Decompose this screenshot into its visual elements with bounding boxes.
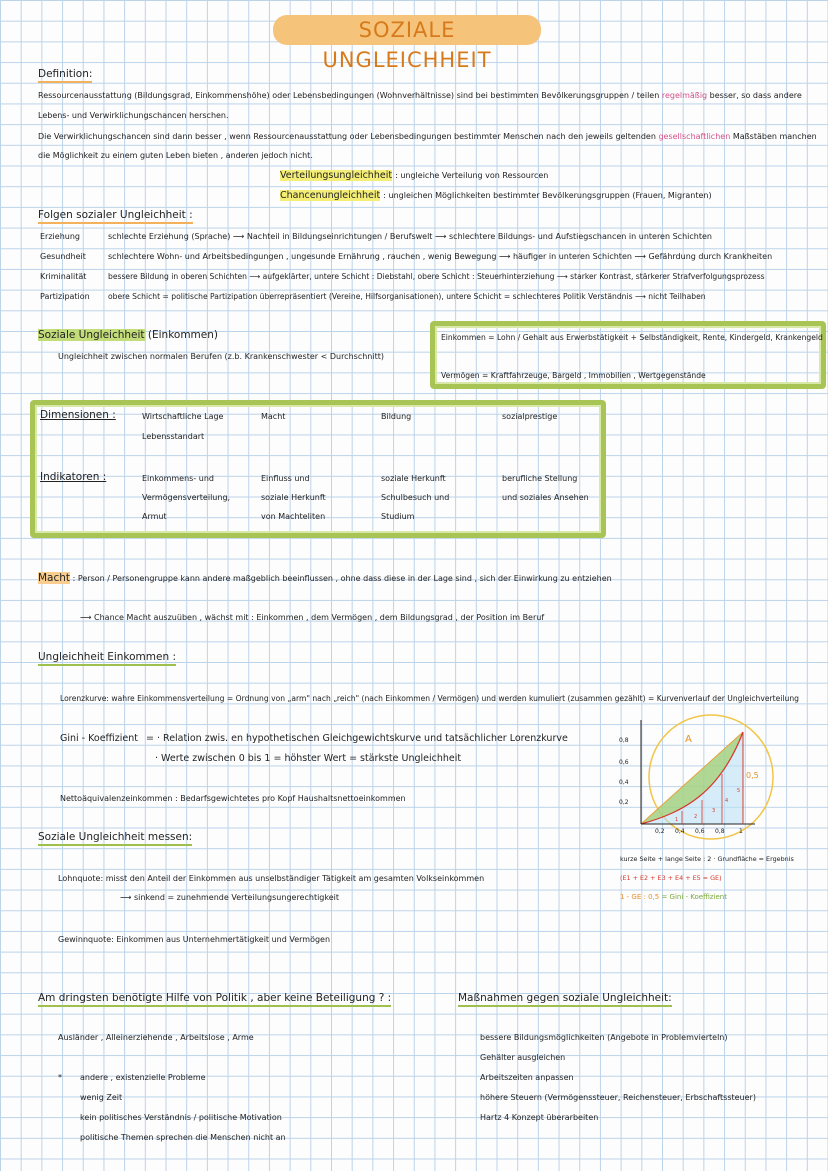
netto-line: Nettoäquivalenzeinkommen : Bedarfsgewichtetes pro Kopf Haushaltsnettoeinkommen bbox=[60, 794, 406, 803]
term-verteilung: Verteilungsungleichheit : ungleiche Verteilung von Ressourcen bbox=[280, 170, 549, 181]
y-tick-2: 0,4 bbox=[619, 779, 629, 786]
x-tick-0: 0,2 bbox=[655, 828, 665, 835]
massnahmen-item-0: bessere Bildungsmöglichkeiten (Angebote in Problemvierteln) bbox=[480, 1033, 728, 1042]
einkommen-box-line2: Vermögen = Kraftfahrzeuge, Bargeld , Immobilien , Wertgegenstände bbox=[441, 371, 706, 380]
folgen-label-0: Erziehung bbox=[40, 232, 80, 241]
folgen-text-1: schlechtere Wohn- und Arbeitsbedingungen , ungesunde Ernährung , rauchen , wenig Bewegung ⟶ häufiger in unteren Schichten ⟶ Gefährdung durch Krankheiten bbox=[108, 252, 773, 261]
ind-col0-1: Vermögensverteilung, bbox=[142, 493, 231, 502]
dim-col0-1: Lebensstandart bbox=[142, 432, 205, 441]
y-tick-1: 0,6 bbox=[619, 759, 629, 766]
ind-col0-0: Einkommens- und bbox=[142, 474, 214, 483]
page-title: SOZIALE UNGLEICHHEIT bbox=[273, 15, 541, 45]
hilfe-heading: Am dringsten benötigte Hilfe von Politik , aber keine Beteiligung ? : bbox=[38, 992, 391, 1007]
lorenz-line: Lorenzkurve: wahre Einkommensverteilung = Ordnung von „arm" nach „reich" (nach Einkommen / Vermögen) und werden kumuliert (zusammen gezählt) = Kurvenverlauf der Ungleichverteilung bbox=[60, 694, 799, 703]
massnahmen-item-3: höhere Steuern (Vermögenssteuer, Reichensteuer, Erbschaftssteuer) bbox=[480, 1093, 756, 1102]
folgen-label-3: Partizipation bbox=[40, 292, 90, 301]
ind-col1-2: von Machteliten bbox=[261, 512, 326, 521]
formula-2: (E1 + E2 + E3 + E4 + E5 = GE) bbox=[620, 874, 722, 882]
x-tick-4: 1 bbox=[739, 828, 743, 835]
ind-col3-1: und soziales Ansehen bbox=[502, 493, 589, 502]
massnahmen-item-2: Arbeitszeiten anpassen bbox=[480, 1073, 574, 1082]
dim-col2-0: Bildung bbox=[381, 412, 412, 421]
gini-line1: = · Relation zwis. en hypothetischen Gleichgewichtskurve und tatsächlicher Lorenzkurve bbox=[146, 733, 568, 744]
einkommen-box-line1: Einkommen = Lohn / Gehalt aus Erwerbstätigkeit + Selbständigkeit, Rente, Kindergeld, Krankengeld bbox=[441, 333, 823, 342]
x-tick-1: 0,4 bbox=[675, 828, 685, 835]
folgen-text-3: obere Schicht = politische Partizipation überrepräsentiert (Vereine, Hilfsorganisationen), untere Schicht = schlechteres Politik Verständnis ⟶ nicht Teilhaben bbox=[108, 292, 706, 301]
seg-label-3: 3 bbox=[712, 808, 716, 814]
lorenz-chart bbox=[615, 712, 775, 842]
massnahmen-heading: Maßnahmen gegen soziale Ungleichheit: bbox=[458, 992, 672, 1007]
ind-col2-1: Schulbesuch und bbox=[381, 493, 450, 502]
formula-3: 1 - GE : 0,5 = Gini - Koeffizient bbox=[620, 893, 727, 901]
lohnquote-line: Lohnquote: misst den Anteil der Einkommen aus unselbständiger Tätigkeit am gesamten Volkseinkommen bbox=[58, 874, 485, 883]
gewinnquote-line: Gewinnquote: Einkommen aus Unternehmertätigkeit und Vermögen bbox=[58, 935, 331, 944]
folgen-label-2: Kriminalität bbox=[40, 272, 87, 281]
folgen-label-1: Gesundheit bbox=[40, 252, 86, 261]
seg-label-5: 5 bbox=[737, 788, 741, 794]
gini-line2: · Werte zwischen 0 bis 1 = höhster Wert = stärkste Ungleichheit bbox=[155, 753, 462, 764]
indikatoren-label: Indikatoren : bbox=[40, 471, 107, 483]
ind-col0-2: Armut bbox=[142, 512, 167, 521]
ungleichheit-einkommen-heading: Ungleichheit Einkommen : bbox=[38, 651, 176, 666]
folgen-text-0: schlechte Erziehung (Sprache) ⟶ Nachteil in Bildungseinrichtungen / Berufswelt ⟶ schlechtere Bildungs- und Aufstiegschancen in unteren Schichten bbox=[108, 232, 712, 241]
definition-line4: die Möglichkeit zu einem guten Leben bieten , anderen jedoch nicht. bbox=[38, 151, 313, 160]
seg-label-4: 4 bbox=[725, 798, 729, 804]
einkommen-heading: Soziale Ungleichheit (Einkommen) bbox=[38, 329, 218, 341]
ind-col2-0: soziale Herkunft bbox=[381, 474, 446, 483]
y-tick-0: 0,8 bbox=[619, 737, 629, 744]
hilfe-star: * bbox=[58, 1073, 62, 1082]
lohnquote-line2: ⟶ sinkend = zunehmende Verteilungsungerechtigkeit bbox=[120, 893, 340, 902]
definition-line1: Ressourcenausstattung (Bildungsgrad, Einkommenshöhe) oder Lebensbedingungen (Wohnverhältnisse) sind bei bestimmten Bevölkerungsgruppen / teilen regelmäßig besser, so dass andere bbox=[38, 91, 802, 100]
dim-col0-0: Wirtschaftliche Lage bbox=[142, 412, 224, 421]
hilfe-item-0: Ausländer , Alleinerziehende , Arbeitslose , Arme bbox=[58, 1033, 254, 1042]
massnahmen-item-4: Hartz 4 Konzept überarbeiten bbox=[480, 1113, 599, 1122]
macht-line2: ⟶ Chance Macht auszuüben , wächst mit : Einkommen , dem Vermögen , dem Bildungsgrad , der Position im Beruf bbox=[80, 613, 545, 622]
definition-line2: Lebens- und Verwirklichungschancen herschen. bbox=[38, 111, 229, 120]
definition-heading: Definition: bbox=[38, 68, 92, 83]
formula-1: kurze Seite + lange Seite : 2 · Grundfläche = Ergebnis bbox=[620, 855, 794, 863]
seg-label-1: 1 bbox=[675, 817, 679, 823]
hilfe-sub-2: kein politisches Verständnis / politische Motivation bbox=[80, 1113, 282, 1122]
dimensionen-label: Dimensionen : bbox=[40, 409, 116, 421]
dim-col1-0: Macht bbox=[261, 412, 286, 421]
highlight-gesellschaftlichen: gesellschaftlichen bbox=[658, 132, 731, 141]
term-chancen: Chancenungleichheit : ungleichen Möglichkeiten bestimmter Bevölkerungsgruppen (Frauen, Migranten) bbox=[280, 190, 712, 201]
folgen-heading: Folgen sozialer Ungleichheit : bbox=[38, 209, 193, 224]
y-tick-3: 0,2 bbox=[619, 799, 629, 806]
label-a: A bbox=[685, 734, 692, 745]
folgen-text-2: bessere Bildung in oberen Schichten ⟶ aufgeklärter, untere Schicht : Diebstahl, obere Schicht : Steuerhinterziehung ⟶ starker Kontrast, stärkerer Strafverfolgungsprozess bbox=[108, 272, 765, 281]
ind-col2-2: Studium bbox=[381, 512, 415, 521]
dim-col3-0: sozialprestige bbox=[502, 412, 558, 421]
highlight-regelmaessig: regelmäßig bbox=[661, 91, 708, 100]
massnahmen-item-1: Gehälter ausgleichen bbox=[480, 1053, 566, 1062]
x-tick-2: 0,6 bbox=[695, 828, 705, 835]
gini-label: Gini - Koeffizient bbox=[60, 733, 138, 744]
messen-heading: Soziale Ungleichheit messen: bbox=[38, 831, 192, 846]
seg-label-2: 2 bbox=[694, 814, 698, 820]
ind-col1-1: soziale Herkunft bbox=[261, 493, 326, 502]
hilfe-sub-1: wenig Zeit bbox=[80, 1093, 123, 1102]
ind-col3-0: berufliche Stellung bbox=[502, 474, 578, 483]
hilfe-sub-0: andere , existenzielle Probleme bbox=[80, 1073, 206, 1082]
definition-line3: Die Verwirklichungschancen sind dann besser , wenn Ressourcenausstattung oder Lebensbedingungen bestimmter Menschen nach den jeweils geltenden gesellschaftlichen Maßstäben manchen bbox=[38, 132, 817, 141]
macht-line: Macht : Person / Personengruppe kann andere maßgeblich beeinflussen , ohne dass diese in der Lage sind , sich der Einwirkung zu entziehen bbox=[38, 572, 612, 584]
ind-col1-0: Einfluss und bbox=[261, 474, 310, 483]
hilfe-sub-3: politische Themen sprechen die Menschen nicht an bbox=[80, 1133, 286, 1142]
x-tick-3: 0,8 bbox=[715, 828, 725, 835]
einkommen-line: Ungleichheit zwischen normalen Berufen (z.b. Krankenschwester < Durchschnitt) bbox=[58, 352, 384, 361]
label-05: 0,5 bbox=[746, 771, 759, 780]
